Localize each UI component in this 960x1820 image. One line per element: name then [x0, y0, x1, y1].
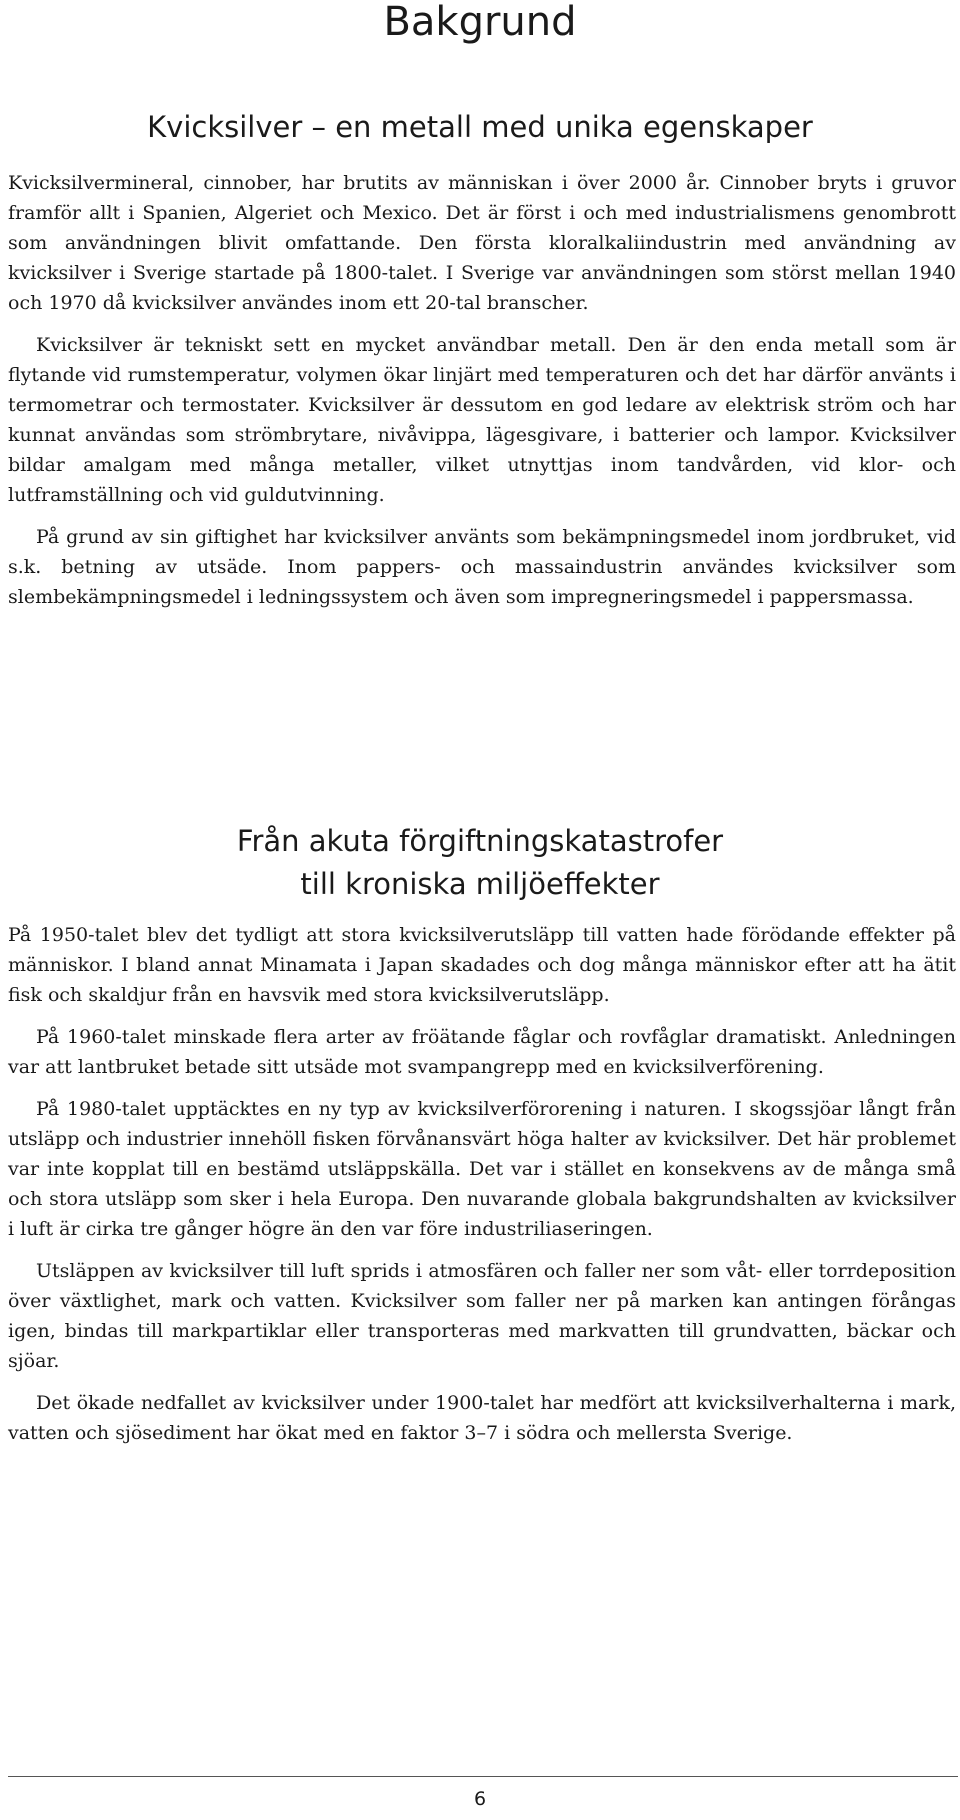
paragraph: Kvicksilvermineral, cinnober, har brutits av människan i över 2000 år. Cinnober bryts i gruvor framför allt i Spanien, Algeriet och Mexico. Det är först i och med industrialismens genombrott som användningen blivit omfattande. Den första kloralkaliindustrin med användning av kvicksilver i Sverige startade på 1800-talet. I Sverige var användningen som störst mellan 1940 och 1970 då kvicksilver användes inom ett 20-tal branscher. — [8, 172, 956, 314]
page-title: Bakgrund — [383, 0, 577, 45]
section-body-mercury-metal — [8, 168, 956, 624]
paragraph: Utsläppen av kvicksilver till luft sprids i atmosfären och faller ner som våt- eller torrdeposition över växtlighet, mark och vatten. Kvicksilver som faller ner på marken kan antingen förångas igen, bindas till markpartiklar eller transporteras med markvatten till grundvatten, bäckar och sjöar. — [8, 1260, 956, 1372]
paragraph: Kvicksilver är tekniskt sett en mycket användbar metall. Den är den enda metall som är flytande vid rumstemperatur, volymen ökar linjärt med temperaturen och det har därför använts i termometrar och termostater. Kvicksilver är dessutom en god ledare av elektrisk ström och har kunnat användas som strömbrytare, nivåvippa, lägesgivare, i batterier och lampor. Kvicksilver bildar amalgam med många metaller, vilket utnyttjas inom tandvården, vid klor- och lutframställning och vid guldutvinning. — [8, 334, 956, 506]
section-heading-line: Från akuta förgiftningskatastrofer — [236, 824, 724, 858]
footer-divider — [8, 1776, 958, 1777]
paragraph: På 1950-talet blev det tydligt att stora kvicksilverutsläpp till vatten hade förödande effekter på människor. I bland annat Minamata i Japan skadades och dog många människor efter att ha ätit fisk och skaldjur från en havsvik med stora kvicksilverutsläpp. — [8, 924, 956, 1006]
section-heading-mercury-metal: Kvicksilver – en metall med unika egenskaper — [147, 110, 813, 144]
paragraph: På 1960-talet minskade flera arter av fröätande fåglar och rovfåglar dramatiskt. Anledningen var att lantbruket betade sitt utsäde mot svampangrepp med en kvicksilverförening. — [8, 1026, 956, 1078]
paragraph: Det ökade nedfallet av kvicksilver under 1900-talet har medfört att kvicksilverhalterna i mark, vatten och sjösediment har ökat med en faktor 3–7 i södra och mellersta Sverige. — [8, 1392, 956, 1444]
section-heading-poisoning-to-effects — [0, 820, 960, 906]
paragraph: På grund av sin giftighet har kvicksilver använts som bekämpningsmedel inom jordbruket, vid s.k. betning av utsäde. Inom pappers- och massaindustrin användes kvicksilver som slembekämpningsmedel i ledningssystem och även som impregneringsmedel i pappersmassa. — [8, 526, 956, 608]
section-heading-line: till kroniska miljöeffekter — [300, 867, 660, 901]
section-body-poisoning-to-effects — [8, 920, 956, 1460]
paragraph: På 1980-talet upptäcktes en ny typ av kvicksilverförorening i naturen. I skogssjöar långt från utsläpp och industrier innehöll fisken förvånansvärt höga halter av kvicksilver. Det här problemet var inte kopplat till en bestämd utsläppskälla. Det var i stället en konsekvens av de många små och stora utsläpp som sker i hela Europa. Den nuvarande globala bakgrundshalten av kvicksilver i luft är cirka tre gånger högre än den var före industriliaseringen. — [8, 1098, 956, 1240]
page-number: 6 — [473, 1788, 487, 1810]
